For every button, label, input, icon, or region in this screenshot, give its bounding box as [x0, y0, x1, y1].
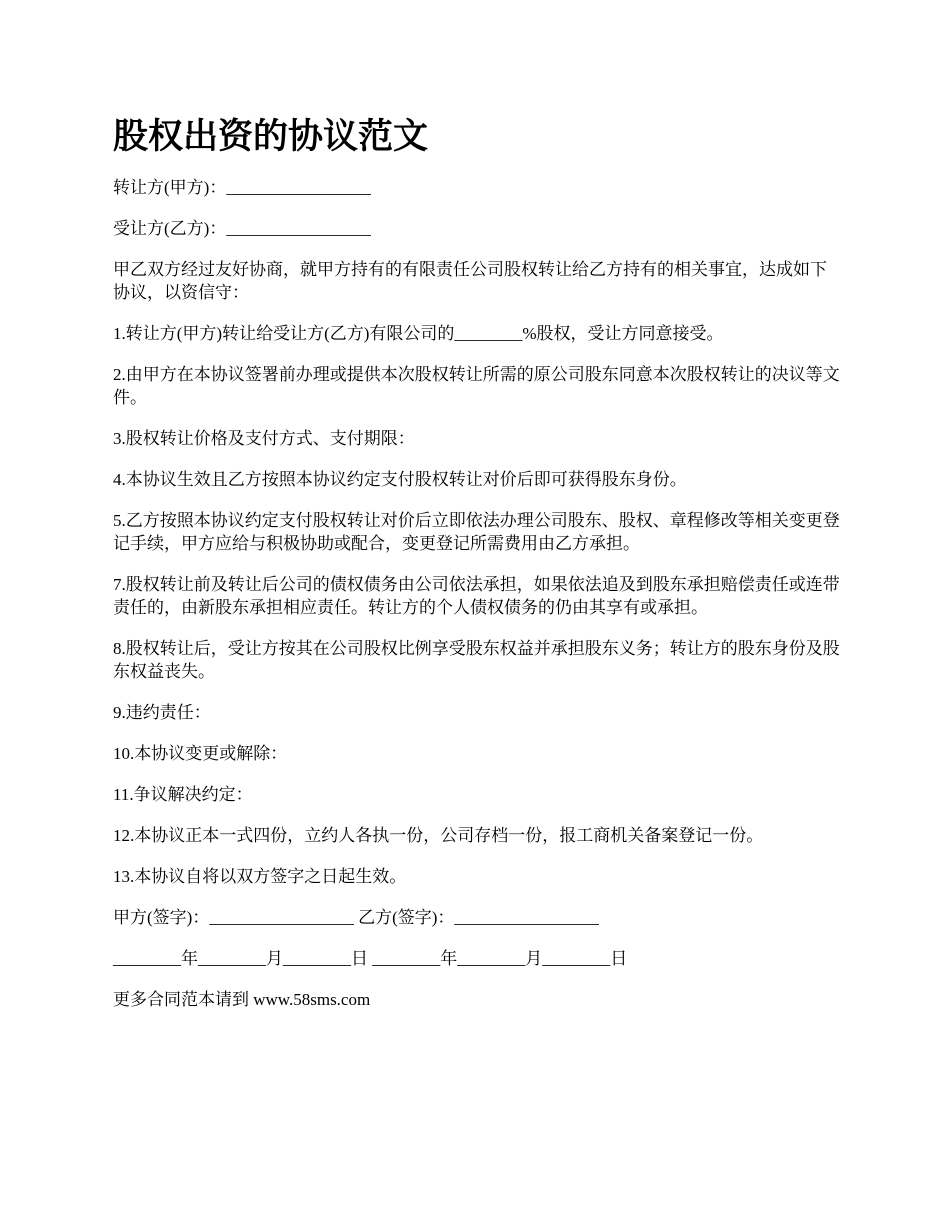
clause-9: 9.违约责任： [113, 703, 211, 722]
clause-10: 10.本协议变更或解除： [113, 744, 288, 763]
clause-13: 13.本协议自将以双方签字之日起生效。 [113, 867, 407, 886]
date-line: ________年________月________日 ________年________月________日 [113, 949, 628, 968]
preamble-paragraph: 甲乙双方经过友好协商，就甲方持有的有限责任公司股权转让给乙方持有的相关事宜，达成如下协议，以资信守： [113, 260, 827, 302]
clause-12: 12.本协议正本一式四份，立约人各执一份，公司存档一份，报工商机关备案登记一份。 [113, 826, 764, 845]
clause-3: 3.股权转让价格及支付方式、支付期限： [113, 429, 415, 448]
clause-2: 2.由甲方在本协议签署前办理或提供本次股权转让所需的原公司股东同意本次股权转让的决议等文件。 [113, 365, 840, 407]
document-page [113, 112, 843, 1029]
clause-4: 4.本协议生效且乙方按照本协议约定支付股权转让对价后即可获得股东身份。 [113, 470, 687, 489]
signature-line: 甲方(签字)：_________________ 乙方(签字)：_________________ [113, 908, 599, 927]
clause-1: 1.转让方(甲方)转让给受让方(乙方)有限公司的________%股权，受让方同意接受。 [113, 324, 724, 343]
transferor-line: 转让方(甲方)：_________________ [113, 178, 371, 197]
clause-8: 8.股权转让后，受让方按其在公司股权比例享受股东权益并承担股东义务；转让方的股东身份及股东权益丧失。 [113, 639, 840, 681]
clause-5: 5.乙方按照本协议约定支付股权转让对价后立即依法办理公司股东、股权、章程修改等相关变更登记手续，甲方应给与积极协助或配合，变更登记所需费用由乙方承担。 [113, 511, 840, 553]
clause-11: 11.争议解决约定： [113, 785, 253, 804]
document-title: 股权出资的协议范文 [113, 117, 429, 157]
footer-link-text: 更多合同范本请到 www.58sms.com [113, 990, 371, 1009]
clause-7: 7.股权转让前及转让后公司的债权债务由公司依法承担，如果依法追及到股东承担赔偿责任或连带责任的，由新股东承担相应责任。转让方的个人债权债务的仍由其享有或承担。 [113, 575, 840, 617]
transferee-line: 受让方(乙方)：_________________ [113, 219, 371, 238]
